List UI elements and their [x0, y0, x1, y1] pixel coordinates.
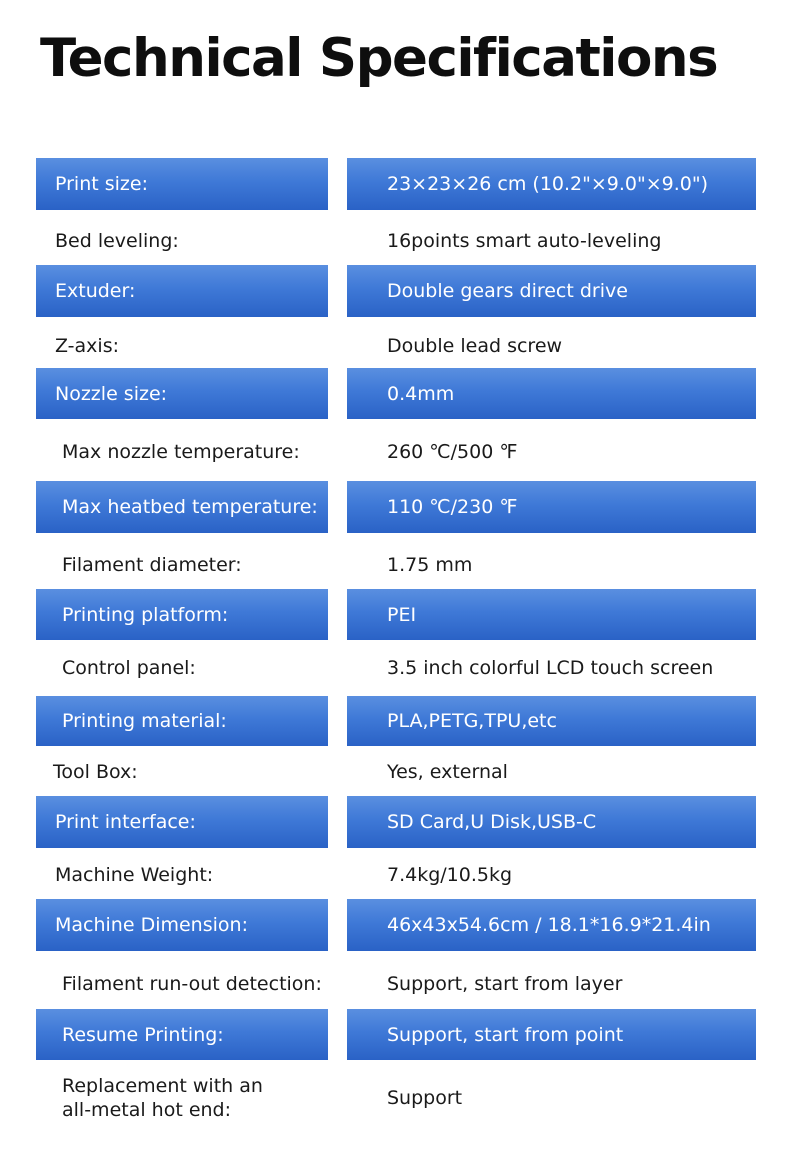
spec-value: 1.75 mm: [387, 554, 473, 576]
spec-label: Extuder:: [36, 265, 328, 317]
spec-row: [0, 643, 790, 693]
spec-label: Print interface:: [36, 796, 328, 848]
spec-value: Double lead screw: [387, 335, 563, 357]
spec-label: Filament run-out detection:: [62, 973, 322, 995]
spec-row: [0, 1009, 790, 1060]
spec-row: [0, 796, 790, 848]
spec-value: 0.4mm: [347, 368, 756, 419]
spec-row: [0, 747, 790, 797]
spec-value: 7.4kg/10.5kg: [387, 864, 513, 886]
spec-row: [0, 322, 790, 370]
spec-label: Control panel:: [62, 657, 196, 679]
spec-value: 110 ℃/230 ℉: [347, 481, 756, 533]
spec-label: Max heatbed temperature:: [36, 481, 328, 533]
spec-value: 3.5 inch colorful LCD touch screen: [387, 657, 714, 679]
spec-label: Machine Weight:: [55, 864, 214, 886]
spec-row: [0, 958, 790, 1010]
spec-value: 23×23×26 cm (10.2"×9.0"×9.0"): [347, 158, 756, 210]
spec-row: [0, 899, 790, 951]
spec-row: [0, 265, 790, 317]
spec-row: [0, 426, 790, 478]
spec-row: [0, 158, 790, 210]
spec-value: Support, start from point: [347, 1009, 756, 1060]
spec-label: Printing platform:: [36, 589, 328, 640]
spec-value: Double gears direct drive: [347, 265, 756, 317]
spec-row: [0, 368, 790, 419]
spec-value: Support, start from layer: [387, 973, 623, 995]
spec-row: [0, 540, 790, 590]
spec-label: Resume Printing:: [36, 1009, 328, 1060]
spec-label: Machine Dimension:: [36, 899, 328, 951]
spec-label: Nozzle size:: [36, 368, 328, 419]
spec-label: Z-axis:: [55, 335, 120, 357]
spec-value: 260 ℃/500 ℉: [387, 441, 518, 463]
spec-label: Replacement with an all-metal hot end:: [62, 1075, 263, 1121]
spec-row: [0, 589, 790, 640]
spec-value: PLA,PETG,TPU,etc: [347, 696, 756, 746]
spec-row: [0, 696, 790, 746]
spec-row: [0, 481, 790, 533]
spec-value: 16points smart auto-leveling: [387, 230, 662, 252]
spec-label: Bed leveling:: [55, 230, 179, 252]
spec-row: [0, 850, 790, 900]
page-title: Technical Specifications: [40, 28, 718, 89]
spec-value: 46x43x54.6cm / 18.1*16.9*21.4in: [347, 899, 756, 951]
spec-label: Tool Box:: [53, 761, 138, 783]
spec-value: PEI: [347, 589, 756, 640]
spec-label: Printing material:: [36, 696, 328, 746]
spec-label: Filament diameter:: [62, 554, 242, 576]
spec-label: Print size:: [36, 158, 328, 210]
spec-value: Yes, external: [387, 761, 508, 783]
spec-label: Max nozzle temperature:: [62, 441, 300, 463]
spec-row: [0, 216, 790, 266]
spec-row: [0, 1070, 790, 1126]
spec-value: Support: [387, 1087, 463, 1109]
spec-value: SD Card,U Disk,USB-C: [347, 796, 756, 848]
